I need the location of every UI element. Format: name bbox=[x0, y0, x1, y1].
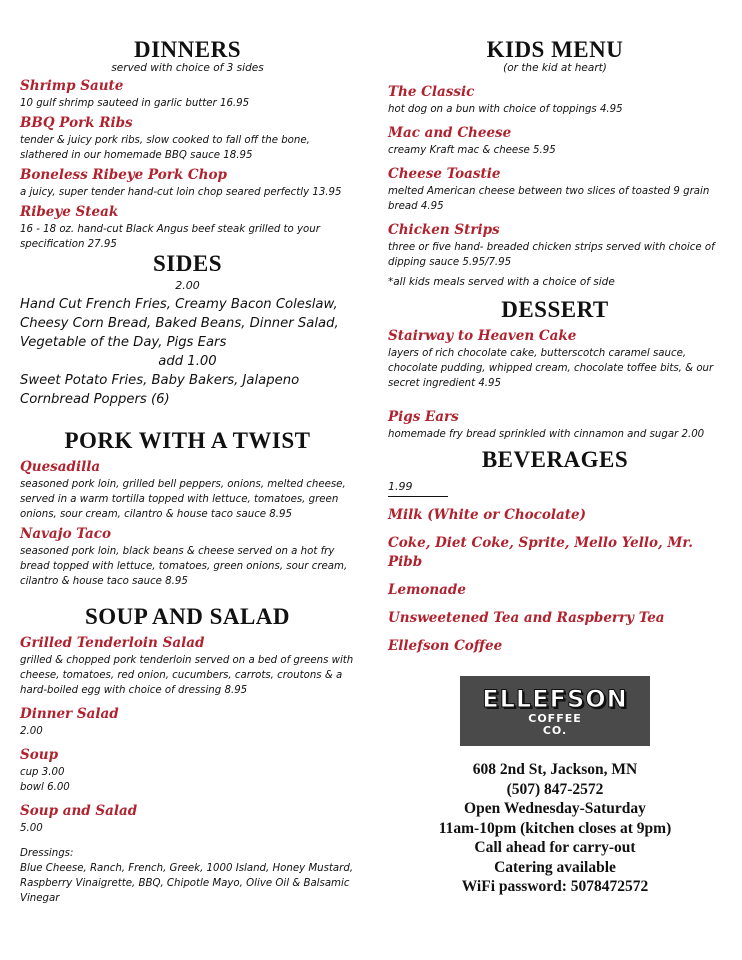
menu-item-name: Ribeye Steak bbox=[20, 204, 119, 220]
beverages-heading: BEVERAGES bbox=[481, 447, 629, 472]
menu-item-name: Stairway to Heaven Cake bbox=[388, 328, 577, 344]
menu-item-desc: melted American cheese between two slices of toasted 9 grain bread 4.95 bbox=[388, 186, 710, 212]
menu-item-desc: layers of rich chocolate cake, butterscotch caramel sauce, chocolate pudding, whipped cream, chocolate toffee bits, & our secret ingredient 4.95 bbox=[388, 348, 714, 389]
menu-item-desc: 5.00 bbox=[20, 823, 43, 834]
menu-item-desc: tender & juicy pork ribs, slow cooked to fall off the bone, slathered in our homemade BBQ sauce 18.95 bbox=[20, 135, 310, 161]
menu-item-name: Navajo Taco bbox=[20, 526, 111, 542]
menu-item-name: Boneless Ribeye Pork Chop bbox=[20, 167, 227, 183]
pork-heading: PORK WITH A TWIST bbox=[64, 428, 311, 453]
right-column bbox=[388, 36, 722, 897]
menu-item-name: Mac and Cheese bbox=[388, 125, 512, 141]
menu-item-desc: grilled & chopped pork tenderloin served on a bed of greens with cheese, tomatoes, red onion, cucumbers, carrots, croutons & a hard-boiled egg with choice of dressing 8.95 bbox=[20, 655, 354, 696]
sides-price-add: add 1.00 bbox=[158, 354, 217, 369]
menu-item-name: Pigs Ears bbox=[388, 409, 459, 425]
open-days: Open Wednesday-Saturday bbox=[464, 800, 646, 817]
menu-item-desc: homemade fry bread sprinkled with cinnamon and sugar 2.00 bbox=[388, 429, 705, 440]
menu-item-desc: 10 gulf shrimp sauteed in garlic butter 16.95 bbox=[20, 98, 250, 109]
menu-item-desc: three or five hand- breaded chicken strips served with choice of dipping sauce 5.95/7.95 bbox=[388, 242, 715, 268]
sides-list: Hand Cut French Fries, Creamy Bacon Coleslaw, Cheesy Corn Bread, Baked Beans, Dinner Salad, Vegetable of the Day, Pigs Ears bbox=[20, 297, 339, 350]
dressings-label: Dressings: bbox=[20, 848, 74, 859]
beverage-item: Milk (White or Chocolate) bbox=[388, 507, 586, 523]
menu-item-name: Chicken Strips bbox=[388, 222, 500, 238]
catering-note: Catering available bbox=[494, 858, 616, 876]
beverage-item: Coke, Diet Coke, Sprite, Mello Yello, Mr. Pibb bbox=[388, 535, 693, 570]
menu-item-name: Cheese Toastie bbox=[388, 166, 501, 182]
kids-heading: KIDS MENU bbox=[486, 37, 624, 62]
address: 608 2nd St, Jackson, MN bbox=[472, 761, 638, 778]
menu-item-desc: 16 - 18 oz. hand-cut Black Angus beef steak grilled to your specification 27.95 bbox=[20, 224, 320, 250]
beverage-item: Lemonade bbox=[388, 582, 466, 598]
menu-item-name: Soup and Salad bbox=[20, 803, 138, 819]
dressings-list: Blue Cheese, Ranch, French, Greek, 1000 Island, Honey Mustard, Raspberry Vinaigrette, BBQ, Chipotle Mayo, Olive Oil & Balsamic Vinegar bbox=[20, 863, 354, 904]
sides-list-premium: Sweet Potato Fries, Baby Bakers, Jalapeno Cornbread Poppers (6) bbox=[20, 373, 300, 407]
menu-item-name: BBQ Pork Ribs bbox=[20, 115, 133, 131]
contact-info bbox=[388, 760, 722, 897]
menu-item-desc: a juicy, super tender hand-cut loin chop seared perfectly 13.95 bbox=[20, 187, 342, 198]
menu-item-name: Dinner Salad bbox=[20, 706, 119, 722]
menu-item-desc: creamy Kraft mac & cheese 5.95 bbox=[388, 145, 556, 156]
sides-heading: SIDES bbox=[153, 251, 222, 276]
soup-heading: SOUP AND SALAD bbox=[84, 604, 291, 629]
menu-item-desc: cup 3.00 bbox=[20, 767, 65, 778]
sides-price: 2.00 bbox=[175, 279, 200, 292]
ellefson-logo bbox=[460, 676, 650, 746]
dinners-subheading: served with choice of 3 sides bbox=[111, 62, 264, 74]
menu-item-name: Quesadilla bbox=[20, 459, 101, 475]
menu-item-desc: 2.00 bbox=[20, 726, 43, 737]
beverage-item: Unsweetened Tea and Raspberry Tea bbox=[388, 610, 665, 626]
beverages-price: 1.99 bbox=[388, 480, 448, 497]
kids-note: *all kids meals served with a choice of side bbox=[388, 276, 615, 288]
menu-item-name: Soup bbox=[20, 747, 59, 763]
phone: (507) 847-2572 bbox=[506, 780, 604, 798]
left-column bbox=[20, 36, 355, 908]
menu-item-name: The Classic bbox=[388, 84, 475, 100]
logo-wordmark: ELLEFSON bbox=[482, 685, 628, 713]
menu-item-name: Grilled Tenderloin Salad bbox=[20, 635, 205, 651]
carryout-note: Call ahead for carry-out bbox=[474, 839, 636, 856]
menu-item-desc: seasoned pork loin, black beans & cheese served on a hot fry bread topped with lettuce, tomatoes, green onions, sour cream, cilantro & house taco sauce 8.95 bbox=[20, 546, 348, 587]
wifi-password: WiFi password: 5078472572 bbox=[461, 878, 649, 895]
kids-subheading: (or the kid at heart) bbox=[503, 62, 607, 74]
logo-line-co: CO. bbox=[542, 724, 568, 737]
beverage-item: Ellefson Coffee bbox=[388, 638, 503, 654]
dessert-heading: DESSERT bbox=[501, 297, 609, 322]
menu-item-desc: seasoned pork loin, grilled bell peppers, onions, melted cheese, served in a warm tortilla topped with lettuce, tomatoes, green onions, sour cream, cilantro & house taco sauce 8.95 bbox=[20, 479, 346, 520]
menu-item-desc: hot dog on a bun with choice of toppings 4.95 bbox=[388, 104, 623, 115]
menu-item-desc: bowl 6.00 bbox=[20, 782, 70, 793]
open-hours: 11am-10pm (kitchen closes at 9pm) bbox=[438, 819, 672, 837]
logo-line-coffee: COFFEE bbox=[528, 712, 582, 725]
dinners-heading: DINNERS bbox=[133, 37, 242, 62]
menu-item-name: Shrimp Saute bbox=[20, 78, 124, 94]
